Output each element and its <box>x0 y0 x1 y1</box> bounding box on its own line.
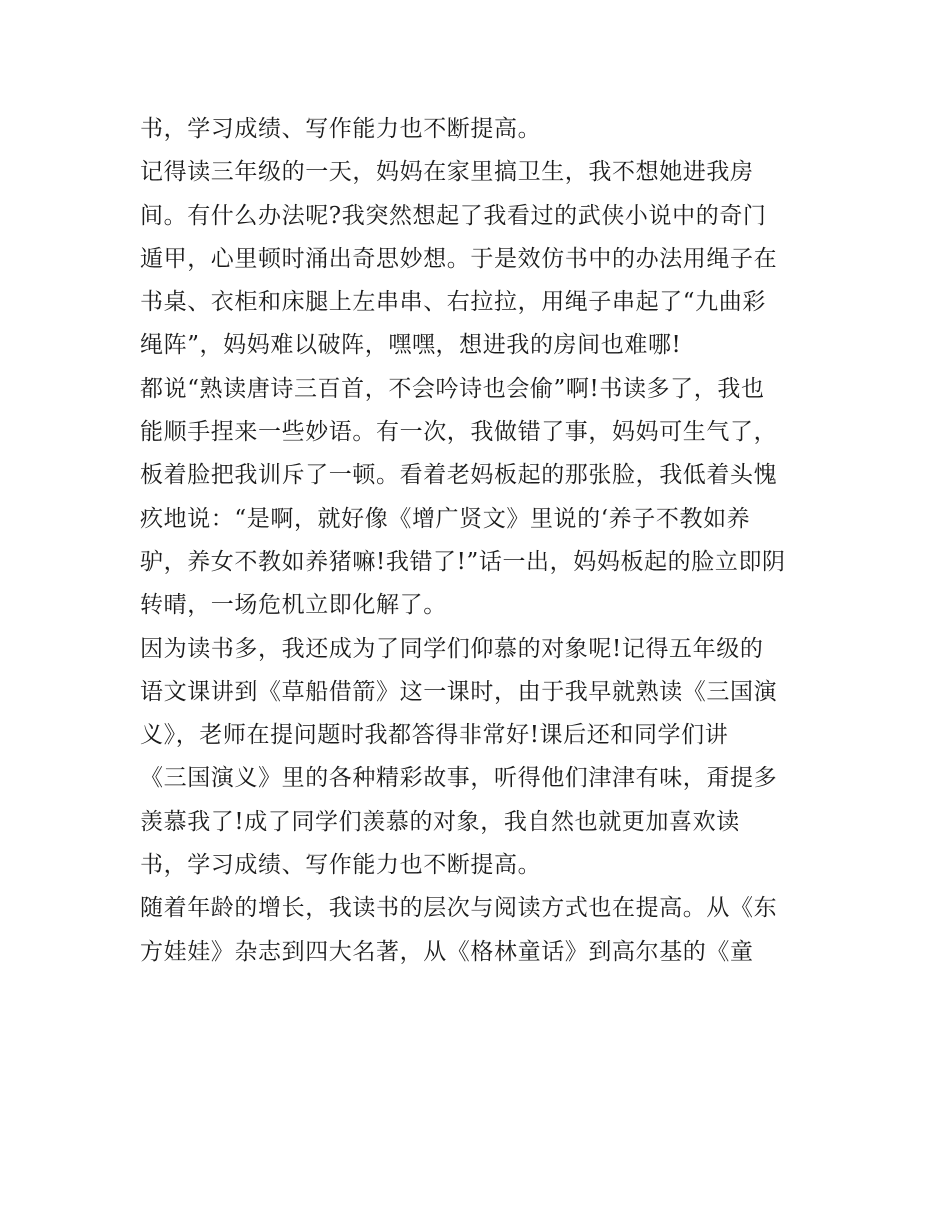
text-line: 驴，养女不教如养猪嘛!我错了!”话一出，妈妈板起的脸立即阴 <box>140 548 786 575</box>
text-line: 方娃娃》杂志到四大名著，从《格林童话》到高尔基的《童 <box>140 938 754 965</box>
text-line: 疚地说：“是啊，就好像《增广贤文》里说的‘养子不教如养 <box>140 505 751 532</box>
text-line: 能顺手捏来一些妙语。有一次，我做错了事，妈妈可生气了， <box>140 419 778 446</box>
text-line: 书，学习成绩、写作能力也不断提高。 <box>140 116 542 142</box>
text-line: 义》，老师在提问题时我都答得非常好!课后还和同学们讲 <box>140 722 729 749</box>
text-line: 都说“熟读唐诗三百首，不会吟诗也会偷”啊!书读多了，我也 <box>140 375 765 402</box>
document-body <box>140 108 820 974</box>
text-line: 绳阵”，妈妈难以破阵，嘿嘿，想进我的房间也难哪! <box>140 332 682 359</box>
text-line: 书桌、衣柜和床腿上左串串、右拉拉，用绳子串起了“九曲彩 <box>140 289 766 316</box>
text-line: 遁甲，心里顿时涌出奇思妙想。于是效仿书中的办法用绳子在 <box>140 245 778 272</box>
text-line: 转晴，一场危机立即化解了。 <box>140 592 447 619</box>
text-line: 随着年龄的增长，我读书的层次与阅读方式也在提高。从《东 <box>140 895 778 922</box>
text-line: 记得读三年级的一天，妈妈在家里搞卫生，我不想她进我房 <box>140 159 754 186</box>
text-line: 书，学习成绩、写作能力也不断提高。 <box>140 852 542 879</box>
text-line: 因为读书多，我还成为了同学们仰慕的对象呢!记得五年级的 <box>140 635 764 662</box>
text-line: 间。有什么办法呢?我突然想起了我看过的武侠小说中的奇门 <box>140 202 767 229</box>
text-line: 板着脸把我训斥了一顿。看着老妈板起的那张脸，我低着头愧 <box>140 462 778 489</box>
text-line: 羡慕我了!成了同学们羡慕的对象，我自然也就更加喜欢读 <box>140 808 740 835</box>
text-line: 《三国演义》里的各种精彩故事，听得他们津津有味，甭提多 <box>140 765 778 792</box>
text-line: 语文课讲到《草船借箭》这一课时，由于我早就熟读《三国演 <box>140 678 778 705</box>
